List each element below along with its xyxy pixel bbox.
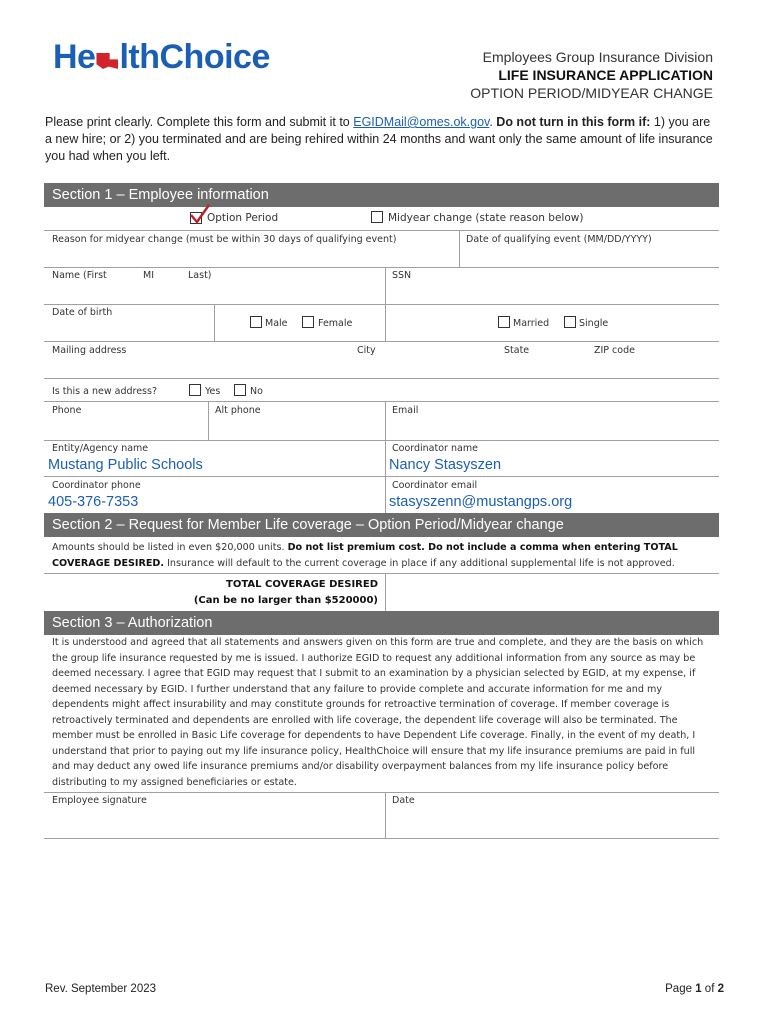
- ssn-label: SSN: [392, 270, 412, 281]
- intro-text: Please print clearly. Complete this form and submit it to: [45, 115, 354, 129]
- coordinator-name-label: Coordinator name: [392, 443, 478, 454]
- city-label: City: [357, 345, 376, 356]
- employee-signature-label: Employee signature: [52, 795, 147, 806]
- state-label: State: [504, 345, 530, 356]
- form-subtitle: OPTION PERIOD/MIDYEAR CHANGE: [470, 85, 713, 101]
- page-number: Page 1 of 2: [665, 983, 724, 995]
- section2-instructions: Amounts should be listed in even $20,000 units. Do not list premium cost. Do not include a comma when entering TOTAL COVERAGE DESIRED. Insurance will default to the current coverage in place if any additional supplemental life is not approved.: [52, 542, 678, 569]
- new-address-yes-checkbox[interactable]: [189, 384, 201, 396]
- ssn-field[interactable]: [391, 283, 711, 301]
- entity-label: Entity/Agency name: [52, 443, 149, 454]
- single-checkbox[interactable]: [564, 316, 576, 328]
- name-last-label: Last): [188, 270, 212, 281]
- signature-date-field[interactable]: [391, 808, 711, 836]
- alt-phone-field[interactable]: [213, 419, 381, 437]
- name-field[interactable]: [50, 283, 380, 301]
- name-mi-label: MI: [143, 270, 154, 281]
- new-address-question: Is this a new address?: [52, 386, 157, 397]
- mailing-address-label: Mailing address: [52, 345, 127, 356]
- email-label: Email: [392, 405, 419, 416]
- intro-paragraph: Please print clearly. Complete this form and submit it to EGIDMail@omes.ok.gov. Do not turn in this form if: 1) you are a new hire; or 2) you terminated and are being rehired within 24 months and want only the same amount of life insurance you had when you left.: [45, 115, 713, 163]
- oklahoma-map-icon: [96, 53, 118, 69]
- date-event-field[interactable]: [465, 246, 715, 264]
- total-coverage-label-block: [44, 577, 378, 609]
- coordinator-phone-value[interactable]: 405-376-7353: [48, 494, 139, 510]
- reason-field[interactable]: [50, 246, 454, 264]
- date-event-label: Date of qualifying event (MM/DD/YYYY): [466, 234, 652, 245]
- employee-signature-field[interactable]: [50, 808, 380, 836]
- egid-email-link[interactable]: EGIDMail@omes.ok.gov: [353, 115, 490, 129]
- section3-header: Section 3 – Authorization: [44, 611, 719, 635]
- phone-label: Phone: [52, 405, 82, 416]
- phone-field[interactable]: [50, 419, 204, 437]
- name-first-label: Name (First: [52, 270, 107, 281]
- section2-header: Section 2 – Request for Member Life coverage – Option Period/Midyear change: [44, 513, 719, 537]
- logo-text-part2: lthChoice: [119, 38, 270, 76]
- midyear-change-checkbox[interactable]: [371, 211, 383, 223]
- logo-text-part1: He: [53, 38, 96, 76]
- coordinator-email-value[interactable]: stasyszenn@mustangps.org: [389, 494, 573, 510]
- intro-warning: Do not turn in this form if:: [496, 115, 651, 129]
- coordinator-email-label: Coordinator email: [392, 480, 478, 491]
- coordinator-phone-label: Coordinator phone: [52, 480, 141, 491]
- male-label: Male: [265, 318, 288, 329]
- married-checkbox[interactable]: [498, 316, 510, 328]
- no-label: No: [250, 386, 263, 397]
- dob-label: Date of birth: [52, 307, 113, 318]
- entity-value[interactable]: Mustang Public Schools: [48, 457, 203, 473]
- female-checkbox[interactable]: [302, 316, 314, 328]
- healthchoice-logo: [53, 38, 270, 77]
- section1-header: Section 1 – Employee information: [44, 183, 719, 207]
- dob-field[interactable]: [50, 320, 210, 338]
- male-checkbox[interactable]: [250, 316, 262, 328]
- coordinator-name-value[interactable]: Nancy Stasyszen: [389, 457, 502, 473]
- total-coverage-label: TOTAL COVERAGE DESIRED: [226, 579, 378, 590]
- authorization-text: It is understood and agreed that all statements and answers given on this form are true and complete, and they are the basis on which the group life insurance requested by me is issued. I authorize EGID to request any additional information from any source as may be deemed necessary. I agree that EGID may request that I submit to an examination by a physician selected by EGID, at my expense, if deemed necessary by EGID. I further understand that any failure to provide complete and accurate information for me and my dependents might affect insurability and may constitute grounds for retroactive termination of coverage. If member coverage is retroactively terminated and dependents are enrolled with life coverage, the dependent life coverage will also be terminated. The member must be enrolled in Basic Life coverage for dependents to have Dependent Life coverage. Finally, in the event of my death, I understand that prior to paying out my life insurance policy, HealthChoice will ensure that my life insurance premiums are paid in full and may deduct any owed life insurance premiums and/or disability overpayment balances from my life insurance policy before distributing to my assigned beneficiaries or estate.: [52, 637, 704, 788]
- revision-date: Rev. September 2023: [45, 983, 157, 995]
- email-field[interactable]: [391, 419, 711, 437]
- date-label: Date: [392, 795, 415, 806]
- new-address-no-checkbox[interactable]: [234, 384, 246, 396]
- single-label: Single: [579, 318, 609, 329]
- mailing-address-field[interactable]: [50, 358, 715, 376]
- yes-label: Yes: [205, 386, 221, 397]
- alt-phone-label: Alt phone: [215, 405, 261, 416]
- division-name: Employees Group Insurance Division: [482, 49, 713, 65]
- midyear-change-label: Midyear change (state reason below): [388, 212, 584, 224]
- female-label: Female: [318, 318, 353, 329]
- option-period-label: Option Period: [207, 212, 279, 224]
- section2-warning: Do not list premium cost. Do not include a comma when entering TOTAL COVERAGE DESIRED.: [52, 542, 678, 569]
- total-coverage-limit: (Can be no larger than $520000): [193, 595, 378, 606]
- total-coverage-field[interactable]: [391, 580, 711, 606]
- reason-label: Reason for midyear change (must be within 30 days of qualifying event): [52, 234, 397, 245]
- married-label: Married: [513, 318, 550, 329]
- form-title: LIFE INSURANCE APPLICATION: [498, 67, 713, 83]
- zip-label: ZIP code: [594, 345, 635, 356]
